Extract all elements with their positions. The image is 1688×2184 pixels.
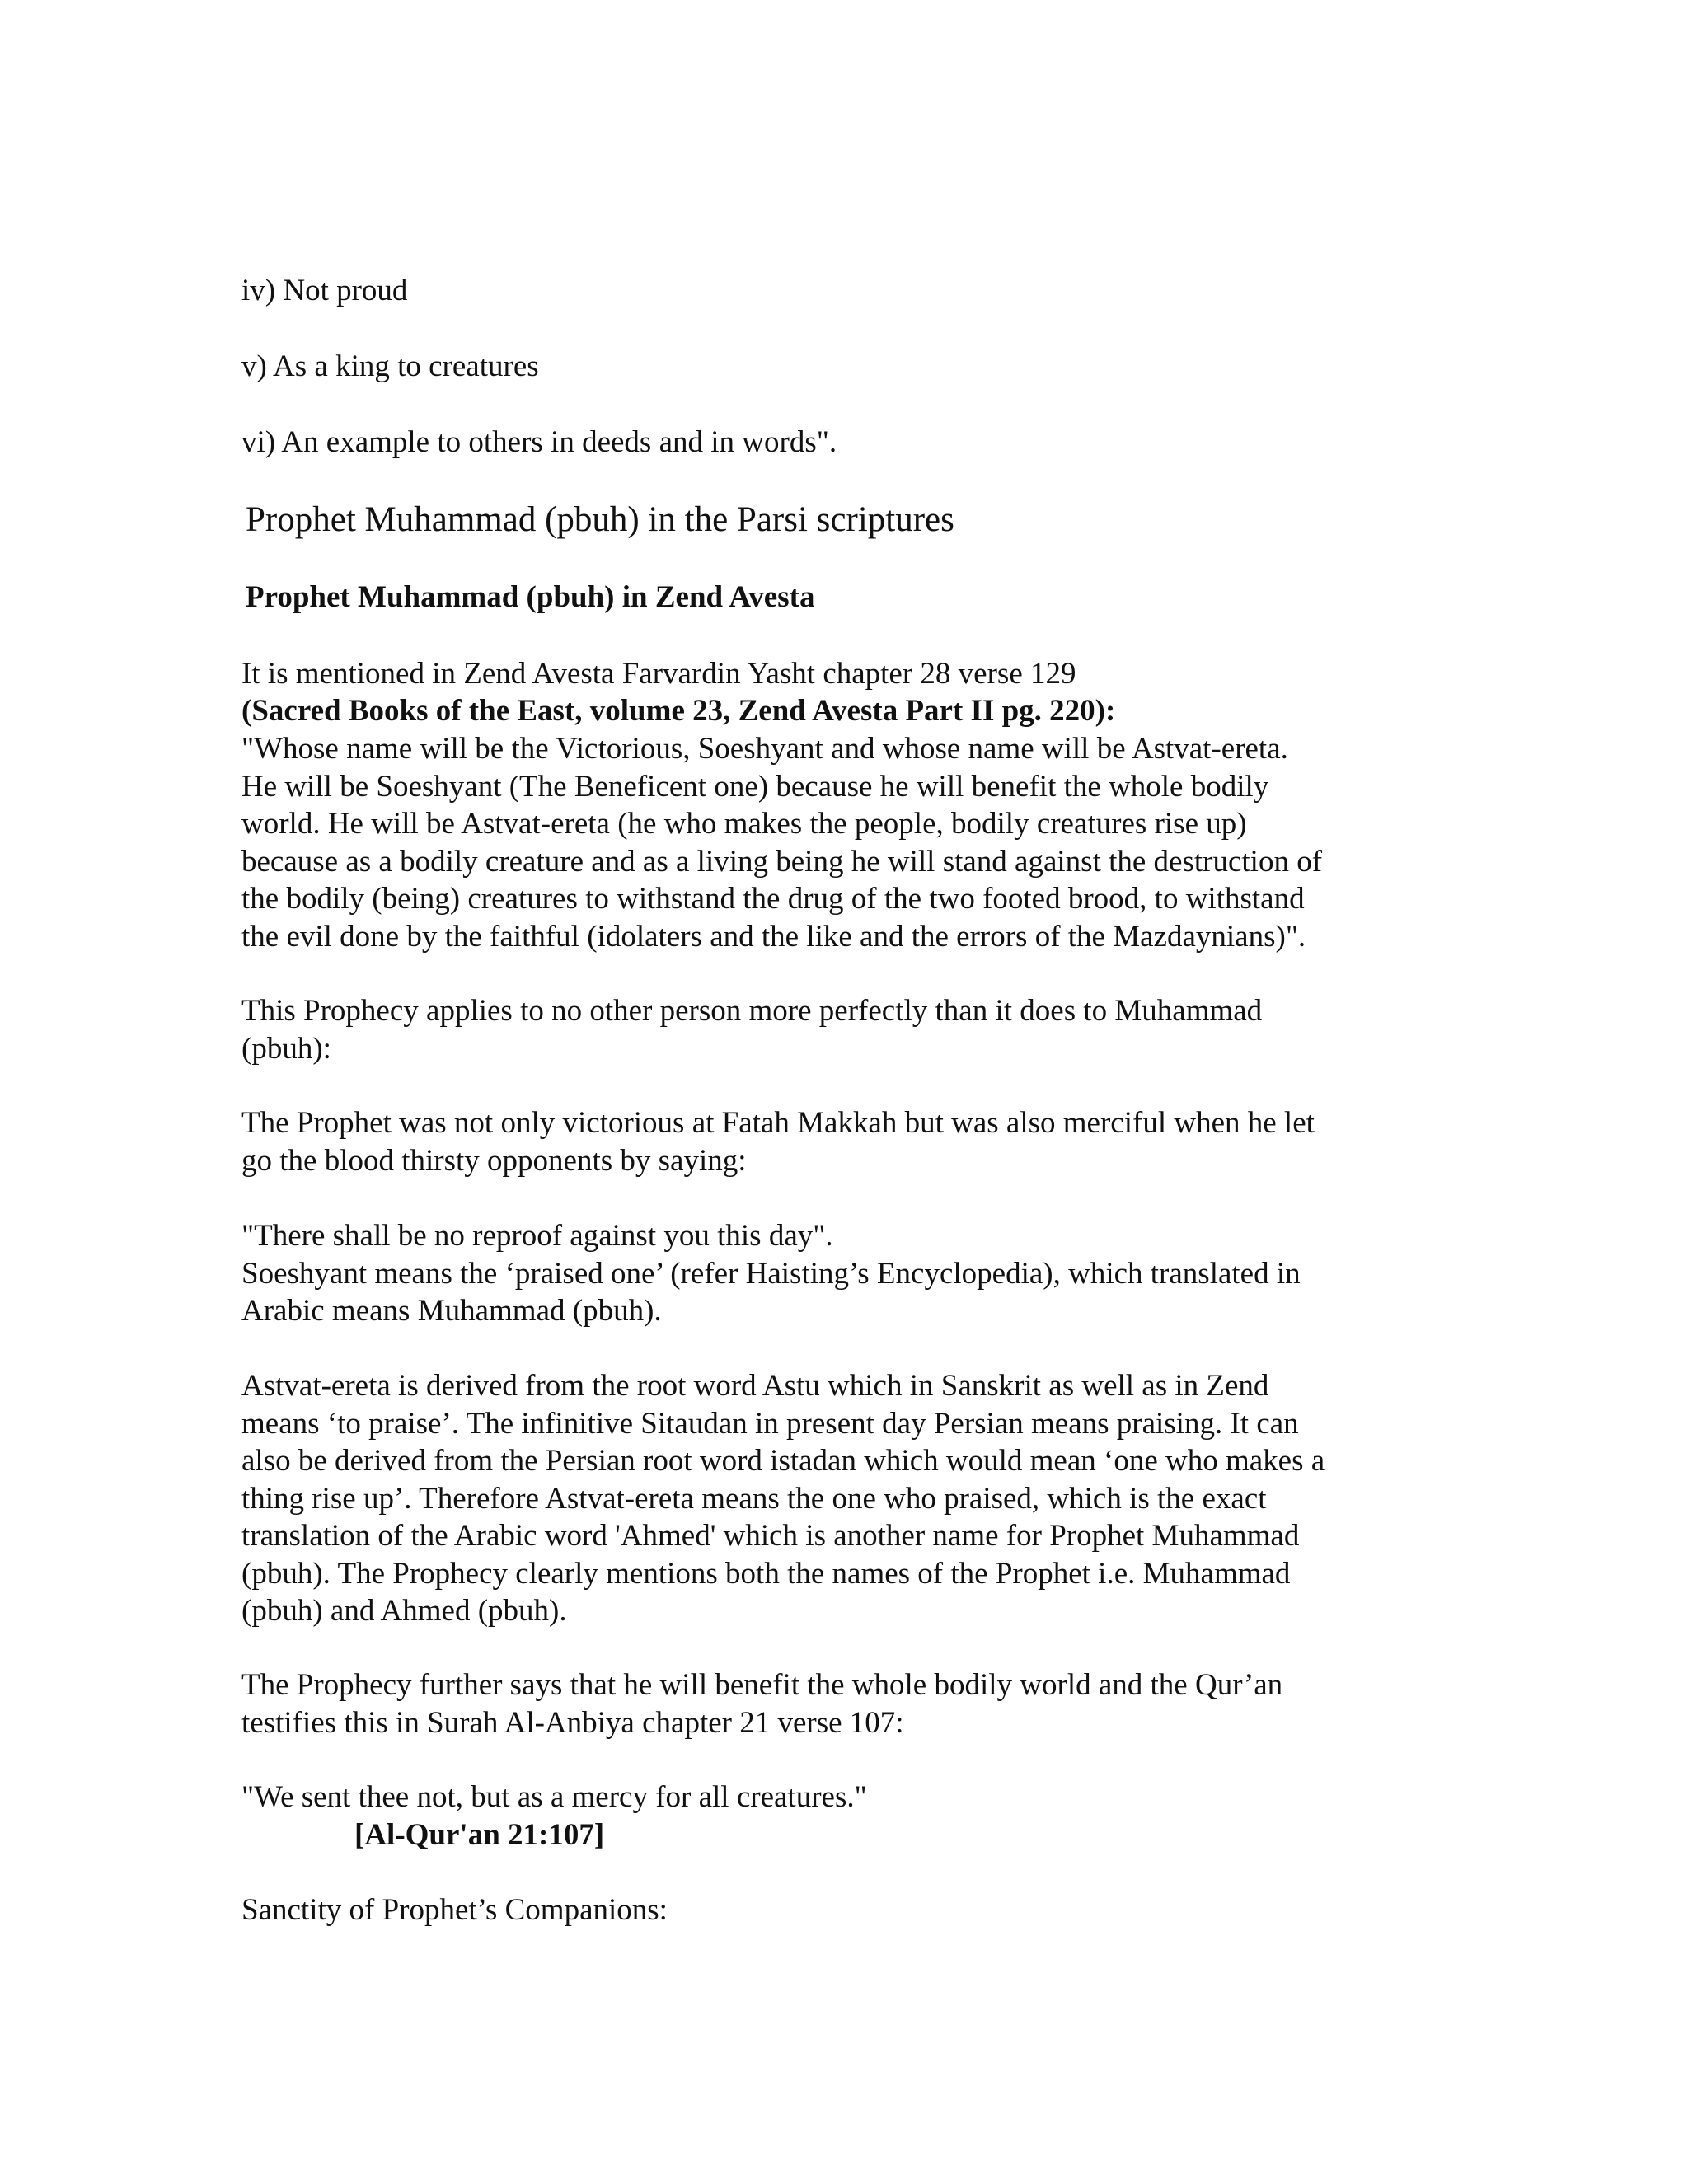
list-item: iv) Not proud: [241, 274, 408, 307]
section-heading: Prophet Muhammad (pbuh) in the Parsi scriptures: [246, 500, 954, 539]
paragraph-victorious: [241, 1104, 1445, 1179]
quote-line: He will be Soeshyant (The Beneficent one) because he will benefit the whole bodily: [241, 769, 1269, 804]
paragraph-line: The Prophet was not only victorious at Fatah Makkah but was also merciful when he let: [241, 1106, 1315, 1140]
source-reference: (Sacred Books of the East, volume 23, Zend Avesta Part II pg. 220):: [241, 694, 1116, 728]
paragraph-reproof: [241, 1217, 1445, 1330]
paragraph-applies: [241, 992, 1445, 1067]
paragraph-benefit: [241, 1666, 1445, 1741]
quote-line: "Whose name will be the Victorious, Soeshyant and whose name will be Astvat-ereta.: [241, 732, 1288, 766]
paragraph-line: go the blood thirsty opponents by saying:: [241, 1143, 747, 1178]
paragraph-line: also be derived from the Persian root word istadan which would mean ‘one who makes a: [241, 1444, 1325, 1478]
quran-citation: [Al-Qur'an 21:107]: [354, 1818, 605, 1852]
intro-line: It is mentioned in Zend Avesta Farvardin Yasht chapter 28 verse 129: [241, 657, 1076, 691]
quote-line: the bodily (being) creatures to withstand the drug of the two footed brood, to withstand: [241, 882, 1305, 916]
paragraph-line: Arabic means Muhammad (pbuh).: [241, 1294, 662, 1328]
paragraph-line: This Prophecy applies to no other person more perfectly than it does to Muhammad: [241, 994, 1263, 1028]
list-item: vi) An example to others in deeds and in words".: [241, 425, 837, 459]
zend-avesta-quote: [241, 730, 1445, 955]
quote-line: because as a bodily creature and as a living being he will stand against the destruction of: [241, 844, 1323, 879]
paragraph-line: testifies this in Surah Al-Anbiya chapter 21 verse 107:: [241, 1705, 904, 1740]
paragraph-line: Soeshyant means the ‘praised one’ (refer Haisting’s Encyclopedia), which translated in: [241, 1256, 1301, 1291]
paragraph-line: The Prophecy further says that he will benefit the whole bodily world and the Qur’an: [241, 1668, 1283, 1702]
paragraph-astvat-ereta: [241, 1367, 1445, 1630]
quote-line: world. He will be Astvat-ereta (he who makes the people, bodily creatures rise up): [241, 807, 1247, 841]
quote-line: the evil done by the faithful (idolaters and the like and the errors of the Mazdaynians)".: [241, 919, 1306, 954]
paragraph-line: (pbuh):: [241, 1031, 331, 1066]
paragraph-line: thing rise up’. Therefore Astvat-ereta means the one who praised, which is the exact: [241, 1481, 1267, 1516]
paragraph-line: (pbuh). The Prophecy clearly mentions both the names of the Prophet i.e. Muhammad: [241, 1556, 1291, 1591]
paragraph-line: "There shall be no reproof against you this day".: [241, 1219, 833, 1253]
paragraph-line: means ‘to praise’. The infinitive Sitaudan in present day Persian means praising. It can: [241, 1406, 1299, 1441]
quran-quote: "We sent thee not, but as a mercy for all creatures.": [241, 1780, 867, 1814]
paragraph-line: translation of the Arabic word 'Ahmed' which is another name for Prophet Muhammad: [241, 1519, 1300, 1553]
paragraph-line: (pbuh) and Ahmed (pbuh).: [241, 1594, 567, 1628]
subsection-heading: Prophet Muhammad (pbuh) in Zend Avesta: [246, 580, 815, 614]
list-item: v) As a king to creatures: [241, 349, 539, 383]
paragraph-line: Astvat-ereta is derived from the root word Astu which in Sanskrit as well as in Zend: [241, 1369, 1269, 1403]
closing-line: Sanctity of Prophet’s Companions:: [241, 1893, 668, 1927]
